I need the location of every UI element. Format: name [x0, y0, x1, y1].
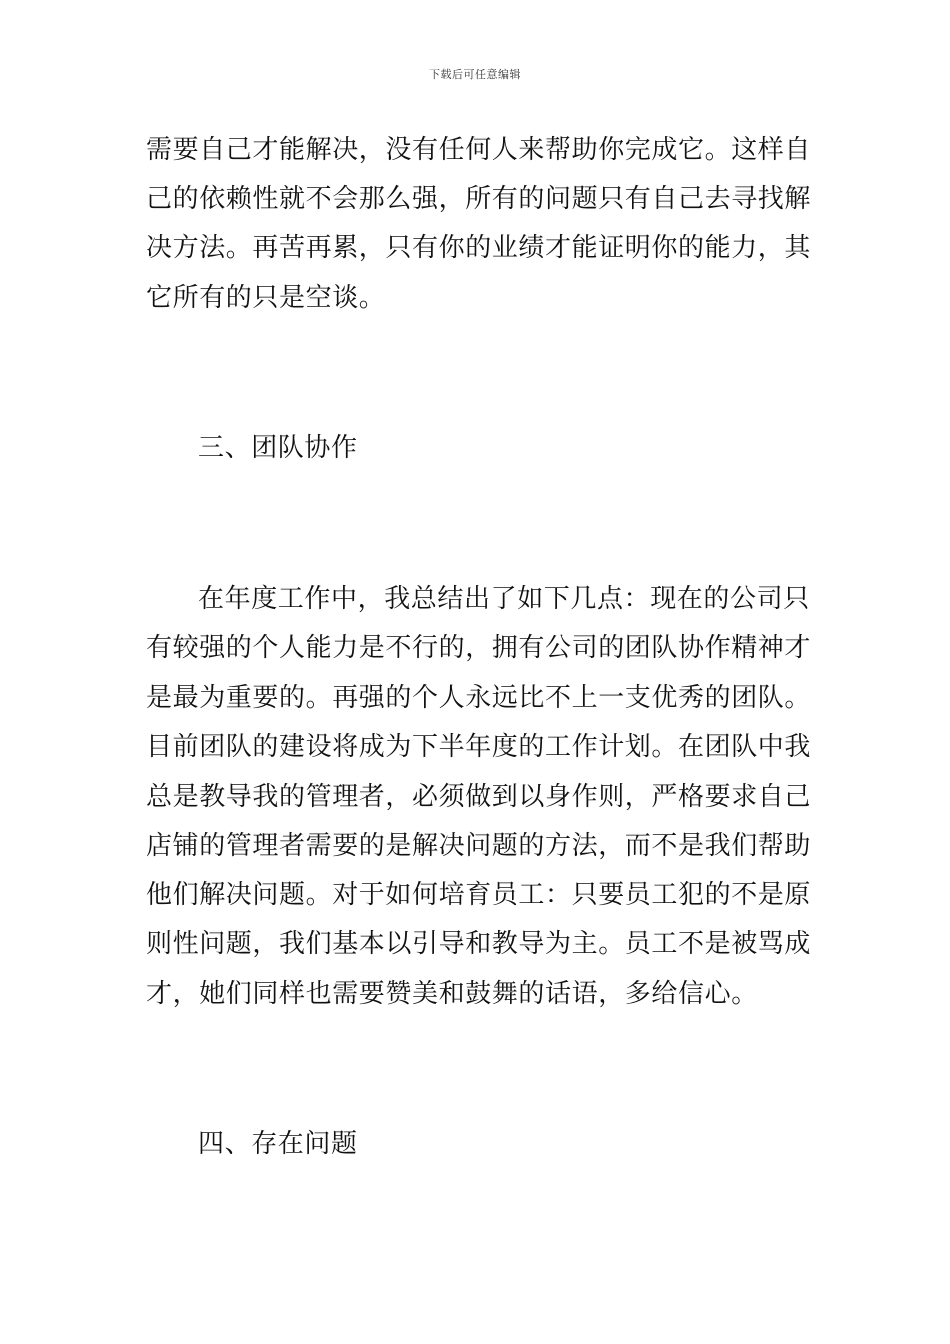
- paragraph-line: 需要自己才能解决，没有任何人来帮助你完成它。这样自: [146, 135, 812, 165]
- paragraph-line: 有较强的个人能力是不行的，拥有公司的团队协作精神才: [146, 633, 812, 663]
- paragraph-line: 目前团队的建设将成为下半年度的工作计划。在团队中我: [146, 732, 812, 762]
- paragraph-line: 则性问题，我们基本以引导和教导为主。员工不是被骂成: [146, 929, 812, 959]
- paragraph-line: 才，她们同样也需要赞美和鼓舞的话语，多给信心。: [146, 979, 758, 1009]
- section-heading-team: 三、团队协作: [198, 433, 358, 463]
- paragraph-line: 己的依赖性就不会那么强，所有的问题只有自己去寻找解: [146, 184, 812, 214]
- paragraph-line: 他们解决问题。对于如何培育员工：只要员工犯的不是原: [146, 880, 812, 910]
- paragraph-line: 是最为重要的。再强的个人永远比不上一支优秀的团队。: [146, 683, 812, 713]
- page-header: 下载后可任意编辑: [429, 68, 521, 81]
- paragraph-line: 它所有的只是空谈。: [146, 283, 386, 313]
- paragraph-line: 决方法。再苦再累，只有你的业绩才能证明你的能力，其: [146, 233, 812, 263]
- section-heading-issues: 四、存在问题: [198, 1129, 358, 1159]
- paragraph-line: 总是教导我的管理者，必须做到以身作则，严格要求自己: [146, 782, 812, 812]
- paragraph-line: 店铺的管理者需要的是解决问题的方法，而不是我们帮助: [146, 831, 812, 861]
- paragraph-line: 在年度工作中，我总结出了如下几点：现在的公司只: [198, 584, 810, 614]
